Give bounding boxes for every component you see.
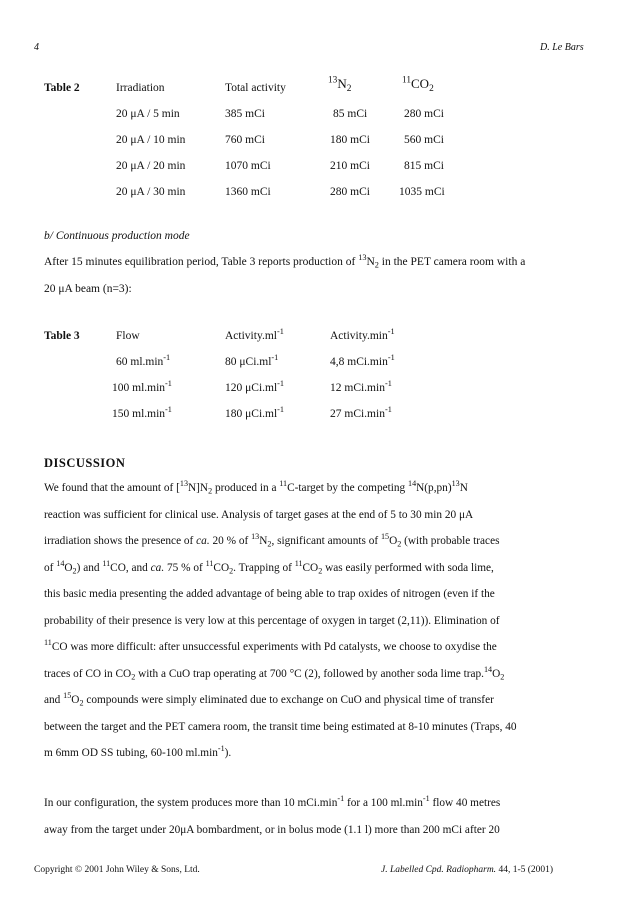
table-2-header-13n2: $^{13}N_2$ <box>328 75 352 94</box>
paragraph-line: this basic media presenting the added advantage of being able to trap oxides of nitrogen (even if the <box>44 588 495 600</box>
table-cell: 815 mCi <box>404 160 444 172</box>
table-cell: 4,8 $mCi.\min^{-1}$ <box>330 353 395 368</box>
paragraph-line: reaction was sufficient for clinical use. Analysis of target gases at the end of 5 to 30 min 20 μA <box>44 508 474 521</box>
table-cell: 760 mCi <box>225 134 265 146</box>
paragraph-line: We found that the amount of $[^{13}N]N_2$ produced in a $^{11}$C-target by the competing $^{14}N(p,pn)^{13}N$ <box>44 479 468 496</box>
paragraph-line: probability of their presence is very low at this percentage of oxygen in target (2,11)). Elimination of <box>44 614 500 627</box>
table-cell: 1070 mCi <box>225 160 271 172</box>
paragraph-line: $^{11}$CO was more difficult: after unsuccessful experiments with Pd catalysts, we choose to oxydise the <box>44 638 497 653</box>
paragraph-line: traces of CO in $CO_2$ with a CuO trap operating at 700 °C (2), followed by another soda lime $trap.^{14}O_2$ <box>44 664 505 681</box>
continuous-mode-heading: b/ Continuous production mode <box>44 230 190 242</box>
table-cell: 12 $mCi.\min^{-1}$ <box>330 379 392 394</box>
table-cell: 180 $\mu Ci.ml^{-1}$ <box>225 405 285 420</box>
paragraph-line: irradiation shows the presence of ca. 20 % of $^{13}N_2$, significant amounts of $^{15}O_2$ (with probable traces <box>44 532 500 549</box>
running-author: D. Le Bars <box>540 42 584 53</box>
table-3-header-activity-min: $Activity.\min^{-1}$ <box>330 327 395 342</box>
page-number: 4 <box>34 42 39 53</box>
table-2-label: Table 2 <box>44 82 80 94</box>
table-cell: 80 $\mu Ci.ml^{-1}$ <box>225 353 279 368</box>
table-cell: 20 μA / 5 min <box>116 108 180 120</box>
table-cell: 180 mCi <box>330 134 370 146</box>
table-cell: 280 mCi <box>330 186 370 198</box>
table-cell: 20 μA / 30 min <box>116 186 186 198</box>
paragraph-line: away from the target under 20μA bombardment, or in bolus mode (1.1 l) more than 200 mCi after 20 <box>44 823 500 836</box>
table-cell: 60 $ml.\min^{-1}$ <box>116 353 171 368</box>
section-heading-discussion: DISCUSSION <box>44 456 126 470</box>
discussion-paragraph <box>44 475 592 767</box>
configuration-paragraph <box>44 790 592 843</box>
table-3-header-activity-ml: $Activity.ml^{-1}$ <box>225 327 284 342</box>
paragraph-line: In our configuration, the system produces more than 10 $mCi.\min^{-1}$ for a 100 $ml.\min^{-1}$ flow 40 metres <box>44 794 501 809</box>
table-cell: 120 $\mu Ci.ml^{-1}$ <box>225 379 285 394</box>
table-cell: 27 $mCi.\min^{-1}$ <box>330 405 392 420</box>
table-2-header-11co2: $^{11}CO_2$ <box>402 75 434 94</box>
table-cell: 85 mCi <box>333 108 368 120</box>
table-2-header-total-activity: Total activity <box>225 82 286 94</box>
continuous-mode-line-1: After 15 minutes equilibration period, Table 3 reports production of $^{13}N_2$ in the PET camera room with a <box>44 253 526 270</box>
paragraph-line: and $^{15}O_2$ compounds were simply eliminated due to exchange on CuO and physical time of transfer <box>44 691 494 708</box>
continuous-mode-line-2: 20 μA beam (n=3): <box>44 283 132 295</box>
table-cell: 1035 mCi <box>399 186 445 198</box>
table-cell: 100 $ml.\min^{-1}$ <box>112 379 172 394</box>
paragraph-line: between the target and the PET camera room, the transit time being estimated at 8-10 minutes (Traps, 40 <box>44 720 517 733</box>
table-cell: 560 mCi <box>404 134 444 146</box>
table-cell: 20 μA / 20 min <box>116 160 186 172</box>
table-cell: 20 μA / 10 min <box>116 134 186 146</box>
table-3-header-flow: Flow <box>116 330 140 342</box>
table-cell: 385 mCi <box>225 108 265 120</box>
footer-copyright: Copyright © 2001 John Wiley & Sons, Ltd. <box>34 865 200 875</box>
table-cell: 1360 mCi <box>225 186 271 198</box>
paragraph-line: m 6mm OD SS tubing, 60-100 $ml.\min^{-1}$). <box>44 744 232 759</box>
table-2-header-irradiation: Irradiation <box>116 82 165 94</box>
table-3-label: Table 3 <box>44 330 80 342</box>
paragraph-line: of $^{14}O_2$) and $^{11}$CO, and ca. 75 % of $^{11}CO_2$. Trapping of $^{11}CO_2$ was easily performed with soda lime, <box>44 558 494 575</box>
table-cell: 280 mCi <box>404 108 444 120</box>
table-cell: 210 mCi <box>330 160 370 172</box>
table-cell: 150 $ml.\min^{-1}$ <box>112 405 172 420</box>
footer-citation: J. Labelled Cpd. Radiopharm. 44, 1-5 (2001) <box>381 865 554 875</box>
